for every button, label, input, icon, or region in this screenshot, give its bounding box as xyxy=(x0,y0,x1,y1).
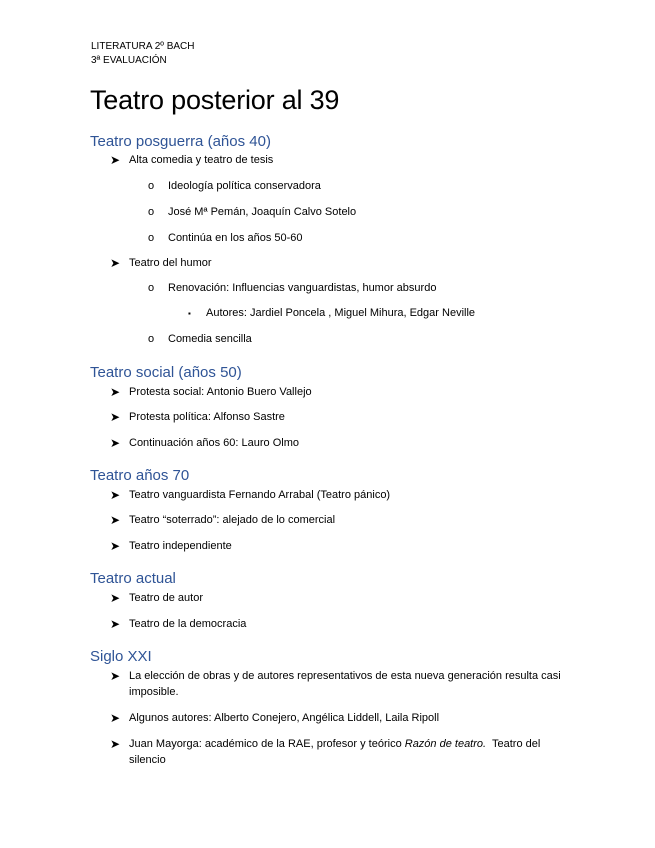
page-title: Teatro posterior al 39 xyxy=(90,85,340,115)
list-item: Protesta política: Alfonso Sastre xyxy=(129,411,285,423)
section-heading-anos-70: Teatro años 70 xyxy=(90,467,190,484)
list-item: Teatro de la democracia xyxy=(129,618,247,630)
section-heading-siglo-xxi: Siglo XXI xyxy=(90,648,152,665)
header-course: LITERATURA 2º BACH xyxy=(91,41,195,52)
arrow-bullet-icon: ➤ xyxy=(110,385,121,399)
list-item: Ideología política conservadora xyxy=(168,180,321,192)
arrow-bullet-icon: ➤ xyxy=(110,153,121,167)
arrow-bullet-icon: ➤ xyxy=(110,410,121,424)
list-item: Renovación: Influencias vanguardistas, humor absurdo xyxy=(168,282,437,294)
section-heading-social: Teatro social (años 50) xyxy=(90,364,242,381)
circle-bullet-icon: o xyxy=(148,180,155,192)
list-item-text: Teatro del silencio xyxy=(129,738,544,766)
list-item: Alta comedia y teatro de tesis xyxy=(129,154,274,166)
list-item: Teatro de autor xyxy=(129,592,203,604)
header-term: 3ª EVALUACIÓN xyxy=(91,54,167,66)
arrow-bullet-icon: ➤ xyxy=(110,513,121,527)
document-header xyxy=(91,40,195,67)
list-item: Continúa en los años 50-60 xyxy=(168,232,303,244)
circle-bullet-icon: o xyxy=(148,333,155,345)
circle-bullet-icon: o xyxy=(148,282,155,294)
arrow-bullet-icon: ➤ xyxy=(110,539,121,553)
list-item: Continuación años 60: Lauro Olmo xyxy=(129,437,299,449)
list-item: José Mª Pemán, Joaquín Calvo Sotelo xyxy=(168,206,357,218)
list-item: La elección de obras y de autores representativos de esta nueva generación resulta casi imposible. xyxy=(129,670,561,698)
list-item: Teatro “soterrado”: alejado de lo comercial xyxy=(129,514,336,526)
section-heading-posguerra: Teatro posguerra (años 40) xyxy=(90,133,271,150)
arrow-bullet-icon: ➤ xyxy=(110,591,121,605)
list-item: Algunos autores: Alberto Conejero, Angélica Liddell, Laila Ripoll xyxy=(129,712,440,724)
section-heading-actual: Teatro actual xyxy=(90,570,176,587)
arrow-bullet-icon: ➤ xyxy=(110,669,121,683)
square-bullet-icon: ▪ xyxy=(188,309,191,318)
list-item: Protesta social: Antonio Buero Vallejo xyxy=(129,386,312,398)
list-item xyxy=(129,736,569,768)
list-item: Teatro vanguardista Fernando Arrabal (Teatro pánico) xyxy=(129,489,391,501)
circle-bullet-icon: o xyxy=(148,206,155,218)
circle-bullet-icon: o xyxy=(148,232,155,244)
arrow-bullet-icon: ➤ xyxy=(110,617,121,631)
book-title: Razón de teatro. xyxy=(404,738,487,750)
list-item: Autores: Jardiel Poncela , Miguel Mihura, Edgar Neville xyxy=(206,307,476,319)
arrow-bullet-icon: ➤ xyxy=(110,737,121,751)
list-item-text: Juan Mayorga: académico de la RAE, profesor y teórico xyxy=(129,738,405,750)
list-item: Comedia sencilla xyxy=(168,333,252,345)
list-item: Teatro del humor xyxy=(129,257,212,269)
arrow-bullet-icon: ➤ xyxy=(110,488,121,502)
arrow-bullet-icon: ➤ xyxy=(110,711,121,725)
arrow-bullet-icon: ➤ xyxy=(110,256,121,270)
arrow-bullet-icon: ➤ xyxy=(110,436,121,450)
list-item: Teatro independiente xyxy=(129,540,232,552)
